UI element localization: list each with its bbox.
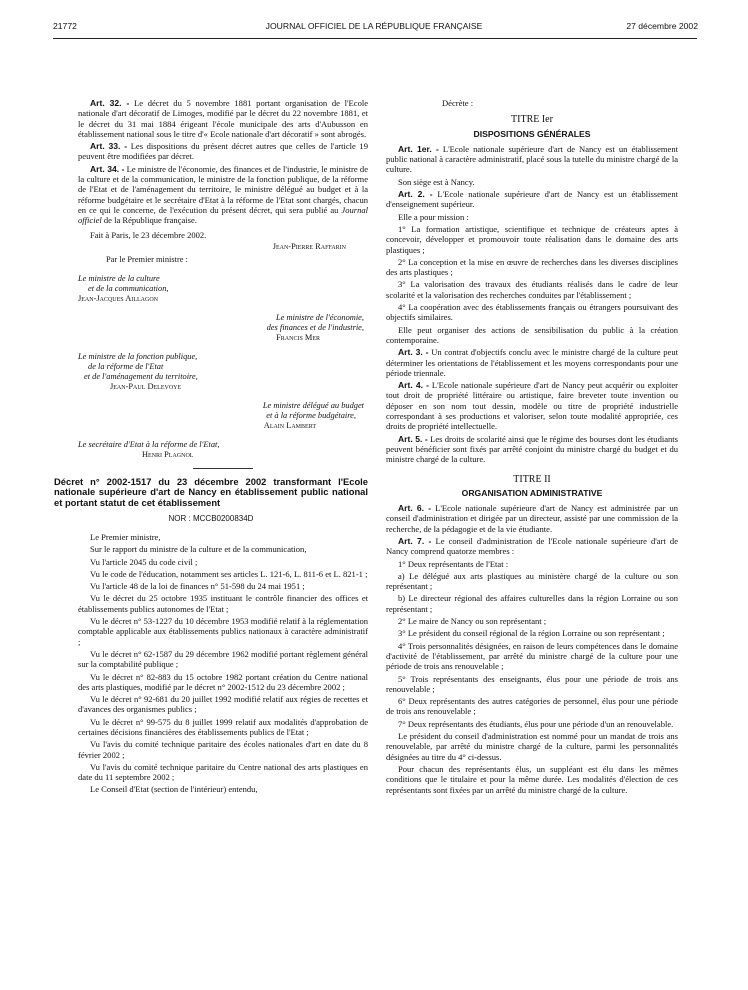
article-4: Art. 4. - L'Ecole nationale supérieure d'art de Nancy peut acquérir ou exploiter tout droit de propriété littéraire ou artistique, faire breveter toute invention ou déposer en son nom tout dessin, modèle ou titre de propriété industrielle correspondant à ses productions et valoriser, selon toute modalité appropriée, ces droits de propriété intellectuelle. bbox=[386, 380, 678, 432]
council-member-item: 6° Deux représentants des autres catégories de personnel, élus pour une période de trois ans renouvelable ; bbox=[386, 696, 678, 717]
visa-item: Vu l'avis du comité technique paritaire du Centre national des arts plastiques en date du 11 septembre 2002 ; bbox=[78, 761, 368, 783]
titre-2-heading: TITRE II bbox=[513, 473, 551, 485]
decree-title: Décret n° 2002-1517 du 23 décembre 2002 transformant l'Ecole nationale supérieure d'art de Nancy en établissement public national et portant statut de cet établissement bbox=[54, 475, 368, 509]
article-34: Art. 34. - Le ministre de l'économie, des finances et de l'industrie, le ministre de la culture et de la communication, le ministre de la fonction publique, de la réforme de l'Etat et de l'aménagement du territoire, le ministre délégué au budget et à la réforme budgétaire et le secrétaire d'Etat à la réforme de l'Etat sont chargés, chacun en ce qui le concerne, de l'exécution du présent décret, qui sera publié au Journal officiel de la République française. bbox=[78, 163, 368, 226]
council-member-item: 4° Trois personnalités désignées, en raison de leurs compétences dans le domaine d'activité de l'établissement, par arrêté du ministre chargé de la culture pour une période de trois ans renouvelable ; bbox=[386, 640, 678, 672]
visa-item: Vu le décret n° 92-681 du 20 juillet 1992 modifié relatif aux régies de recettes et d'avances des organismes publics ; bbox=[78, 694, 368, 715]
visa-item: Sur le rapport du ministre de la culture et de la communication, bbox=[90, 544, 307, 555]
visa-item: Vu le code de l'éducation, notamment ses articles L. 121-6, L. 811-6 et L. 821-1 ; bbox=[90, 568, 368, 579]
article-6: Art. 6. - L'Ecole nationale supérieure d'art de Nancy est administrée par un conseil d'administration et dirigée par un directeur, assisté par une commission de la recherche, de la pédagogie et de la vie étudiante. bbox=[386, 503, 678, 534]
visa-item: Le Conseil d'Etat (section de l'intérieur) entendu, bbox=[90, 784, 258, 795]
signature-block-economie: Le ministre de l'économie, des finances et de l'industrie, Francis Mer bbox=[266, 312, 364, 342]
visa-item: Vu le décret n° 82-883 du 15 octobre 1982 portant création du Centre national des arts plastiques, modifié par le décret n° 2002-1512 du 23 décembre 2002 ; bbox=[78, 671, 368, 692]
council-member-item: 1° Deux représentants de l'Etat : bbox=[398, 558, 509, 569]
titre-1-subheading: DISPOSITIONS GÉNÉRALES bbox=[473, 128, 591, 139]
decrete: Décrète : bbox=[442, 98, 474, 108]
titre-1-heading: TITRE Ier bbox=[511, 114, 553, 126]
visa-item: Le Premier ministre, bbox=[90, 531, 161, 542]
council-member-item: 2° Le maire de Nancy ou son représentant ; bbox=[398, 616, 547, 627]
issue-date: 27 décembre 2002 bbox=[626, 21, 698, 31]
visa-item: Vu l'article 48 de la loi de finances n° 51-598 du 24 mai 1951 ; bbox=[90, 581, 305, 592]
visa-item: Vu le décret du 25 octobre 1935 instituant le contrôle financier des offices et établissements publics autonomes de l'Etat ; bbox=[78, 593, 368, 614]
council-member-item: 7° Deux représentants des étudiants, élus pour une période d'un an renouvelable. bbox=[398, 718, 674, 729]
council-president-paragraph: Le président du conseil d'administration est nommé pour un mandat de trois ans renouvelable, par arrêté du ministre chargé de la culture, parmi les personnalités désignées au titre du 4° ci-dessus. bbox=[386, 731, 678, 762]
council-member-item: 5° Trois représentants des enseignants, élus pour une période de trois ans renouvelable ; bbox=[386, 673, 678, 694]
article-1-seat: Son siège est à Nancy. bbox=[398, 176, 475, 187]
article-7: Art. 7. - Le conseil d'administration de l'Ecole nationale supérieure d'art de Nancy comprend quatorze membres : bbox=[386, 535, 678, 557]
council-member-item: 3° Le président du conseil régional de la région Lorraine ou son représentant ; bbox=[398, 628, 665, 639]
visa-item: Vu l'avis du comité technique paritaire des écoles nationales d'art en date du 8 février 2002 ; bbox=[78, 739, 368, 760]
article-2-mission: Elle a pour mission : bbox=[398, 211, 469, 222]
mission-item: 4° La coopération avec des établissements français ou étrangers poursuivant des objectifs similaires. bbox=[386, 302, 678, 323]
nor-reference: NOR : MCCB0200834D bbox=[168, 513, 254, 523]
mission-item: 2° La conception et la mise en œuvre de recherches dans les diverses disciplines des arts plastiques ; bbox=[386, 256, 678, 278]
par-premier-ministre: Par le Premier ministre : bbox=[106, 254, 188, 264]
page-header bbox=[0, 21, 748, 35]
council-member-item: b) Le directeur régional des affaires culturelles dans la région Lorraine ou son représentant ; bbox=[386, 593, 678, 614]
signature-block-fonction-publique: Le ministre de la fonction publique, de la réforme de l'Etat et de l'aménagement du territoire, Jean-Paul Delevoye bbox=[78, 351, 198, 391]
visa-item: Vu le décret n° 53-1227 du 10 décembre 1953 modifié relatif à la réglementation comptable applicable aux établissements publics nationaux à caractère administratif ; bbox=[78, 616, 368, 647]
page-number: 21772 bbox=[53, 21, 77, 31]
mission-item: 1° La formation artistique, scientifique et technique de créateurs aptes à concevoir, développer et promouvoir toute réalisation dans le domaine des arts plastiques ; bbox=[386, 223, 678, 255]
section-separator bbox=[193, 468, 253, 469]
done-at: Fait à Paris, le 23 décembre 2002. bbox=[90, 229, 207, 240]
article-1: Art. 1er. - L'Ecole nationale supérieure d'art de Nancy est un établissement public national à caractère administratif, placé sous la tutelle du ministre chargé de la culture. bbox=[386, 143, 678, 175]
visa-item: Vu l'article 2045 du code civil ; bbox=[90, 556, 198, 567]
visa-item: Vu le décret n° 62-1587 du 29 décembre 1962 modifié portant règlement général sur la comptabilité publique ; bbox=[78, 648, 368, 670]
signature-block-secretaire-etat: Le secrétaire d'Etat à la réforme de l'Etat, Henri Plagnol bbox=[78, 439, 220, 459]
signature-block-budget: Le ministre délégué au budget et à la réforme budgétaire, Alain Lambert bbox=[262, 400, 364, 430]
article-3: Art. 3. - Un contrat d'objectifs conclu avec le ministre chargé de la culture peut déterminer les orientations de l'établissement et les moyens correspondants pour une période triennale. bbox=[386, 347, 678, 378]
left-column bbox=[54, 98, 369, 797]
article-5: Art. 5. - Les droits de scolarité ainsi que le régime des bourses dont les étudiants peuvent bénéficier sont fixés par arrêté conjoint du ministre chargé du budget et du ministre chargé de la culture. bbox=[386, 433, 678, 465]
elected-substitutes-paragraph: Pour chacun des représentants élus, un suppléant est élu dans les mêmes conditions que le titulaire et pour la même durée. Les modalités d'élection de ces représentants sont fixées par un arrêté du ministre chargé de la culture. bbox=[386, 763, 678, 795]
header-rule bbox=[53, 38, 697, 39]
mission-item: 3° La valorisation des travaux des étudiants réalisés dans le cadre de leur scolarité et la valorisation des recherches conduites par l'établissement ; bbox=[386, 279, 678, 300]
journal-title: JOURNAL OFFICIEL DE LA RÉPUBLIQUE FRANÇAISE bbox=[265, 21, 483, 31]
visa-item: Vu le décret n° 99-575 du 8 juillet 1999 relatif aux modalités d'approbation de certaines décisions financières des établissements publics de l'Etat ; bbox=[78, 716, 368, 737]
council-member-item: a) Le délégué aux arts plastiques au ministère chargé de la culture ou son représentant ; bbox=[386, 570, 678, 592]
signature-block-culture: Le ministre de la culture et de la communication, Jean-Jacques Aillagon bbox=[78, 273, 169, 303]
article-2: Art. 2. - L'Ecole nationale supérieure d'art de Nancy est un établissement d'enseignement supérieur. bbox=[386, 189, 678, 210]
mission-item: Elle peut organiser des actions de sensibilisation du public à la création contemporaine. bbox=[386, 324, 678, 345]
signatory-main: Jean-Pierre Raffarin bbox=[272, 241, 346, 251]
right-column bbox=[386, 98, 678, 797]
titre-2-subheading: ORGANISATION ADMINISTRATIVE bbox=[461, 487, 603, 498]
article-33: Art. 33. - Les dispositions du présent décret autres que celles de l'article 19 peuvent être modifiées par décret. bbox=[78, 141, 368, 162]
article-32: Art. 32. - Le décret du 5 novembre 1881 portant organisation de l'Ecole nationale d'art décoratif de Limoges, modifié par le décret du 22 novembre 1881, et le décret du 31 mai 1884 érigeant l'école municipale des arts d'Aubusson en établissement national sous le titre d'« Ecole nationale d'art décoratif » sont abrogés. bbox=[78, 98, 369, 139]
decree-block bbox=[54, 477, 368, 795]
